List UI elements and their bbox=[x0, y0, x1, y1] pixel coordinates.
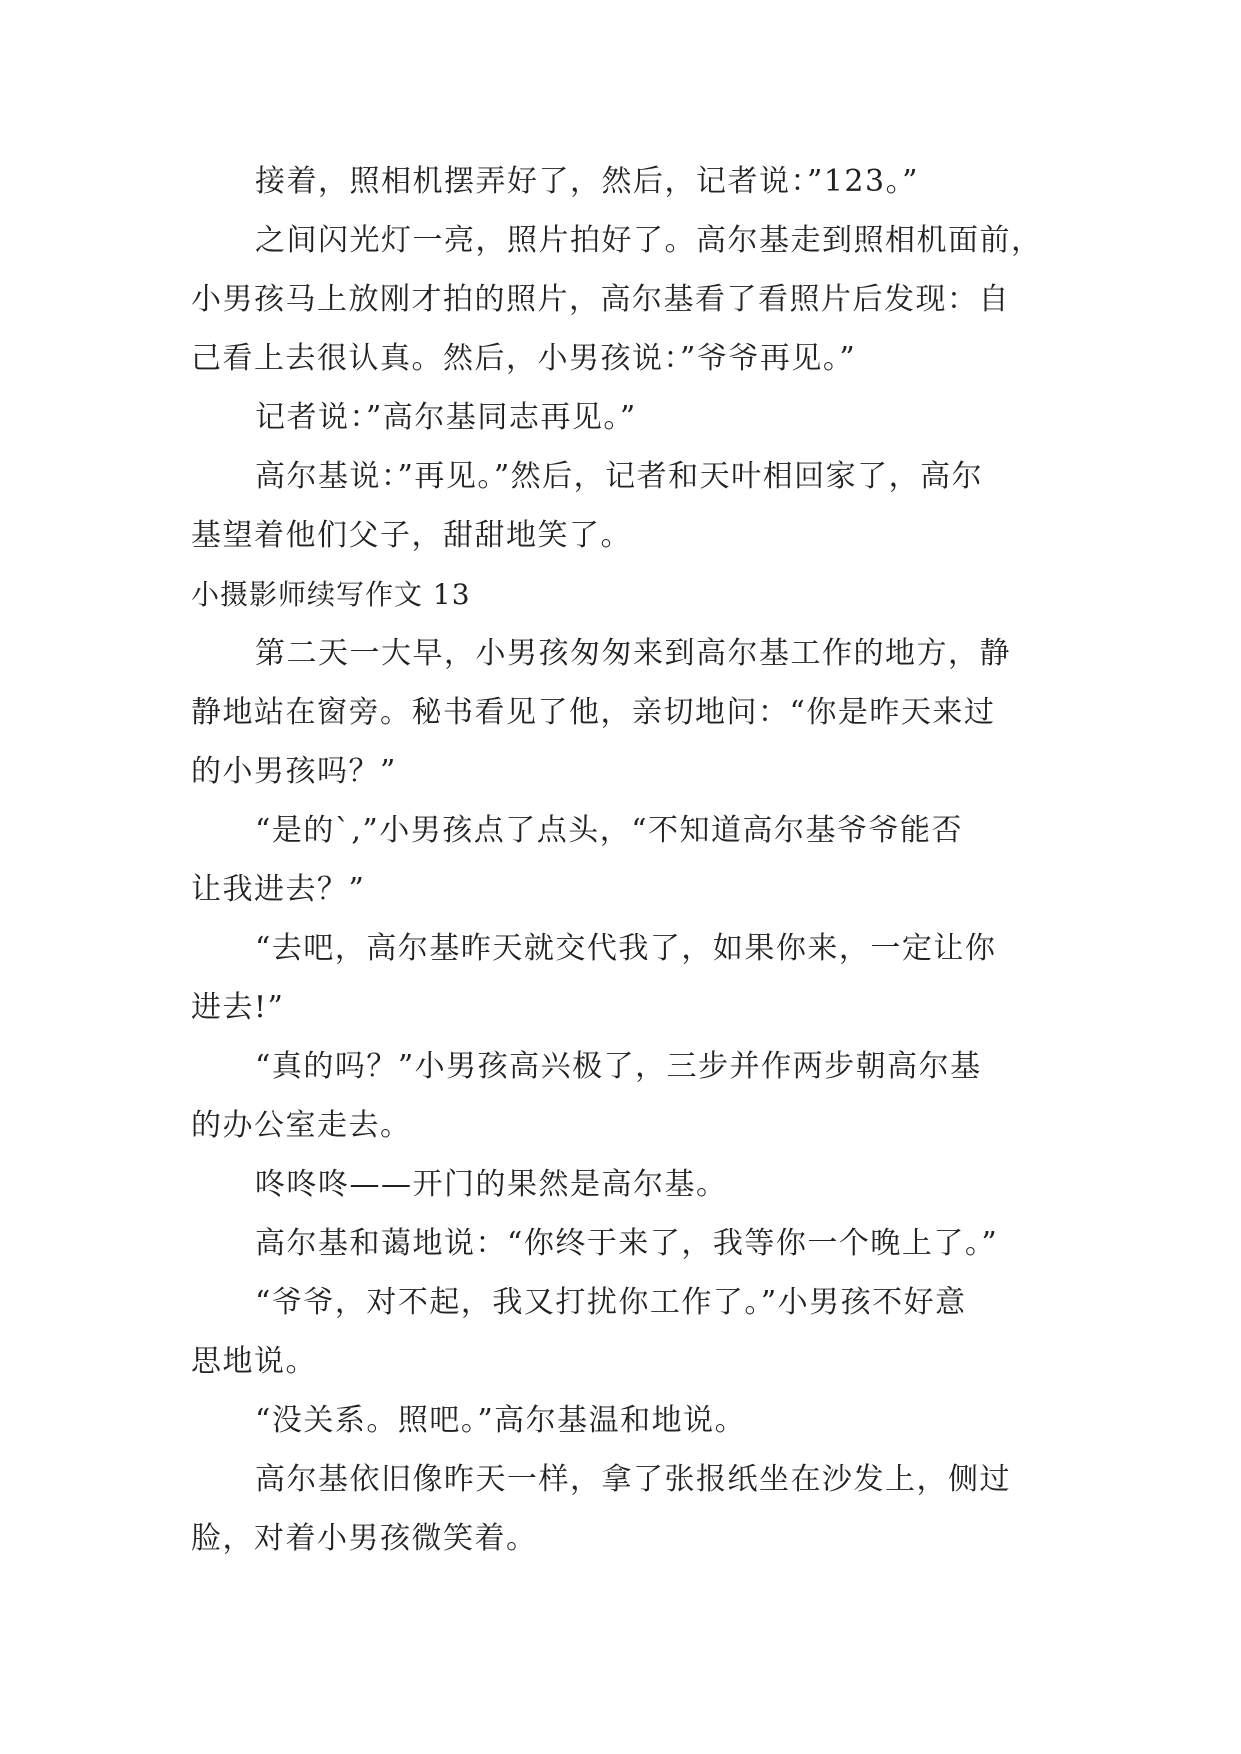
text-line: 思地说。 bbox=[191, 1344, 317, 1379]
text-line: 让我进去？” bbox=[191, 872, 366, 907]
text-line: “真的吗？”小男孩高兴极了，三步并作两步朝高尔基 bbox=[255, 1049, 982, 1084]
text-line: 进去!” bbox=[191, 990, 285, 1025]
text-line: “爷爷，对不起，我又打扰你工作了。”小男孩不好意 bbox=[255, 1285, 967, 1320]
text-line: 静地站在窗旁。秘书看见了他，亲切地问：“你是昨天来过 bbox=[191, 695, 996, 730]
text-line: 记者说：”高尔基同志再见。” bbox=[255, 400, 637, 435]
text-line: 高尔基和蔼地说：“你终于来了，我等你一个晚上了。” bbox=[255, 1226, 999, 1261]
text-line: “是的`,”小男孩点了点头，“不知道高尔基爷爷能否 bbox=[255, 813, 964, 848]
text-line: 小男孩马上放刚才拍的照片，高尔基看了看照片后发现：自 bbox=[191, 282, 1010, 317]
document-body bbox=[191, 152, 1051, 1568]
text-line: 高尔基说：”再见。”然后，记者和天叶相回家了，高尔 bbox=[255, 459, 984, 494]
text-line: 接着，照相机摆弄好了，然后，记者说：”123。” bbox=[255, 164, 919, 199]
text-line: 己看上去很认真。然后，小男孩说：”爷爷再见。” bbox=[191, 341, 857, 376]
text-line: 基望着他们父子，甜甜地笑了。 bbox=[191, 518, 632, 553]
text-line: 的办公室走去。 bbox=[191, 1108, 412, 1143]
text-line: 咚咚咚——开门的果然是高尔基。 bbox=[255, 1167, 728, 1202]
text-line: “去吧，高尔基昨天就交代我了，如果你来，一定让你 bbox=[255, 931, 997, 966]
text-line: “没关系。照吧。”高尔基温和地说。 bbox=[255, 1403, 747, 1438]
text-line: 之间闪光灯一亮，照片拍好了。高尔基走到照相机面前， bbox=[255, 223, 1043, 258]
text-line: 的小男孩吗？” bbox=[191, 754, 397, 789]
text-line: 高尔基依旧像昨天一样，拿了张报纸坐在沙发上，侧过 bbox=[255, 1462, 1011, 1497]
section-heading: 小摄影师续写作文 13 bbox=[191, 578, 471, 611]
text-line: 第二天一大早，小男孩匆匆来到高尔基工作的地方，静 bbox=[255, 636, 1011, 671]
text-line: 脸，对着小男孩微笑着。 bbox=[191, 1521, 538, 1556]
